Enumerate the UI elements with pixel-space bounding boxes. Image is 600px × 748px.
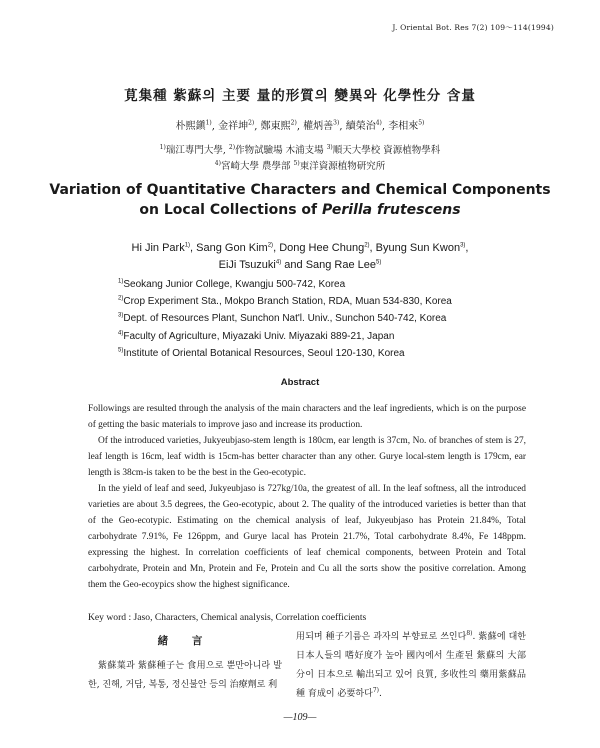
intro-left-column	[88, 632, 282, 695]
author-separator: and	[281, 259, 306, 271]
affil-mark: 4)	[214, 159, 221, 167]
author-name: 權炳善	[303, 121, 334, 132]
affil-mark: 1)	[159, 143, 166, 151]
author-affil-mark: 3)	[460, 242, 466, 249]
citation-ref: 7)	[372, 687, 379, 694]
author-separator: ,	[381, 121, 389, 132]
author-name: Hi Jin Park	[131, 242, 185, 254]
intro-paragraph-left: 紫蘇葉과 紫蘇種子는 食用으로 뿐만아니라 발한, 진해, 거담, 복통, 정신불안 등의 治療劑로 利	[88, 661, 282, 690]
author-separator: ,	[296, 121, 304, 132]
intro-right-column	[296, 628, 526, 704]
author-affil-mark: 2)	[290, 119, 297, 127]
english-title-line1: Variation of Quantitative Characters and Chemical Components	[49, 182, 551, 198]
author-separator: ,	[190, 242, 197, 254]
species-name: Perilla frutescens	[322, 202, 461, 218]
abstract-paragraph: Of the introduced varieties, Jukyeubjaso-stem length is 180cm, ear length is 37cm, No. of branches of stem is 27, leaf length is 16cm, leaf width is 15cm-has better character than any other. Gurye local-stem length is 179cm, ear length is 38cm-is taken to be the best in the Geo-ecotypic.	[88, 436, 526, 478]
affil-mark: 3)	[118, 313, 124, 320]
english-authors-line1	[0, 240, 600, 257]
affiliation-text: 宮崎大學 農學部	[220, 161, 294, 172]
author-name: Sang Rae Lee	[305, 259, 377, 271]
author-affil-mark: 5)	[418, 119, 425, 127]
author-name: 李相來	[388, 121, 419, 132]
author-affil-mark: 2)	[267, 242, 274, 249]
affil-mark: 1)	[118, 278, 124, 285]
intro-paragraph-right	[296, 628, 526, 704]
korean-title: 莧集種 紫蘇의 主要 量的形質의 變異와 化學性分 含量	[124, 88, 476, 104]
author-name: Dong Hee Chung	[279, 242, 365, 254]
korean-affiliations-line2	[0, 158, 600, 172]
affiliation-text: 東洋資源植物研究所	[299, 161, 386, 172]
english-authors-line2	[0, 257, 600, 274]
affil-mark: 2)	[118, 295, 124, 302]
journal-reference: J. Oriental Bot. Res 7(2) 109～114(1994)	[392, 23, 554, 32]
author-name: 續榮治	[345, 121, 376, 132]
author-separator: ,	[273, 242, 280, 254]
author-separator: ,	[254, 121, 261, 132]
affil-mark: 3)	[326, 143, 333, 151]
author-affil-mark: 4)	[275, 259, 282, 266]
affiliation-row	[118, 276, 538, 293]
abstract-heading: Abstract	[280, 377, 320, 388]
affiliation-text: Faculty of Agriculture, Miyazaki Univ. Miyazaki 889-21, Japan	[123, 330, 395, 342]
intro-text-end: .	[378, 689, 382, 699]
affiliation-text: 作物試驗場 木浦支場	[235, 145, 327, 156]
author-affil-mark: 5)	[376, 259, 382, 266]
affiliation-text: Institute of Oriental Botanical Resources, Seoul 120-130, Korea	[123, 347, 405, 359]
author-name: EiJi Tsuzuki	[218, 259, 276, 271]
author-affil-mark: 4)	[375, 119, 382, 127]
author-name: 鄭東熙	[260, 121, 291, 132]
affiliation-text: Dept. of Resources Plant, Sunchon Nat'l. Univ., Sunchon 540-742, Korea	[123, 313, 447, 325]
author-affil-mark: 1)	[205, 119, 212, 127]
affiliation-row	[118, 310, 538, 327]
author-affil-mark: 1)	[184, 242, 191, 249]
affiliation-text: Crop Experiment Sta., Mokpo Branch Station, RDA, Muan 534-830, Korea	[123, 296, 452, 308]
korean-affiliations-line1	[0, 142, 600, 156]
author-name: 朴熙鎭	[175, 121, 206, 132]
affil-mark: 4)	[118, 330, 124, 337]
author-separator: ,	[465, 242, 469, 254]
abstract-body	[88, 401, 526, 593]
affil-mark: 5)	[118, 347, 124, 354]
english-affiliations	[118, 276, 538, 362]
author-separator: ,	[339, 121, 346, 132]
intro-text-part2: . 紫蘇에 대한 日本人들의 嗜好度가 높아 國內에서 生產된 紫蘇의 大部分이 日本으로 輸出되고 있어 良質, 多收性의 藥用紫蘇品種 育成이 必要하다	[296, 632, 527, 699]
author-separator: ,	[211, 121, 219, 132]
affiliation-row	[118, 345, 538, 362]
author-affil-mark: 2)	[364, 242, 370, 249]
author-name: Sang Gon Kim	[196, 242, 268, 254]
citation-ref: 8)	[466, 630, 473, 637]
section-heading: 緒 言	[157, 635, 213, 647]
author-affil-mark: 3)	[333, 119, 340, 127]
affil-mark: 5)	[293, 159, 300, 167]
affiliation-row	[118, 328, 538, 345]
english-authors	[0, 240, 600, 274]
abstract-paragraph: Followings are resulted through the analysis of the main characters and the leaf ingredients, which is on the purpose of getting the basic materials to improve jaso and increase its production.	[88, 404, 526, 430]
affiliation-text: Seokang Junior College, Kwangju 500-742, Korea	[123, 279, 346, 290]
affiliation-text: 瑞江專門大學,	[165, 145, 229, 156]
author-affil-mark: 2)	[248, 119, 255, 127]
affiliation-row	[118, 293, 538, 310]
english-title	[0, 180, 600, 220]
affiliation-text: 順天大學校 資源植物學科	[332, 145, 441, 156]
abstract-paragraph: In the yield of leaf and seed, Jukyeubjaso is 727kg/10a, the greatest of all. In the leaf softness, all the introduced varieties are about 3.5 degrees, the Geo-ecotypic, about 2. The quality of the introduced varieties is better than that of the Geo-ecotypic. Estimating on the chemical analysis of leaf, Jukyeubjaso has Protein 21.84%, Total carbohydrate 7.91%, Fe 126ppm, and Gurye lacal has Protein 21.7%, Total carbohydrate 8.4%, Fe 148ppm. expressing the highest. In correlation coefficients of leaf chemical components, between Protein and Total carbohydrate, Protein and Mn, Protein and Fe, Protein and Cu all the sorts show the positive correlation. Among them the Geo-ecoypics show the highest significance.	[88, 484, 526, 590]
keywords: Key word : Jaso, Characters, Chemical analysis, Correlation coefficients	[88, 612, 367, 623]
page-number: —109—	[283, 712, 317, 723]
english-title-line2	[0, 200, 600, 220]
english-title-prefix: on Local Collections of	[139, 202, 322, 218]
affil-mark: 2)	[228, 143, 236, 151]
author-name: Byung Sun Kwon	[375, 242, 461, 254]
intro-text-part1: 用되며 種子기름은 과자의 부향료로 쓰인다	[296, 632, 467, 642]
author-name: 金祥坤	[218, 121, 249, 132]
author-separator: ,	[369, 242, 376, 254]
korean-authors	[0, 117, 600, 132]
